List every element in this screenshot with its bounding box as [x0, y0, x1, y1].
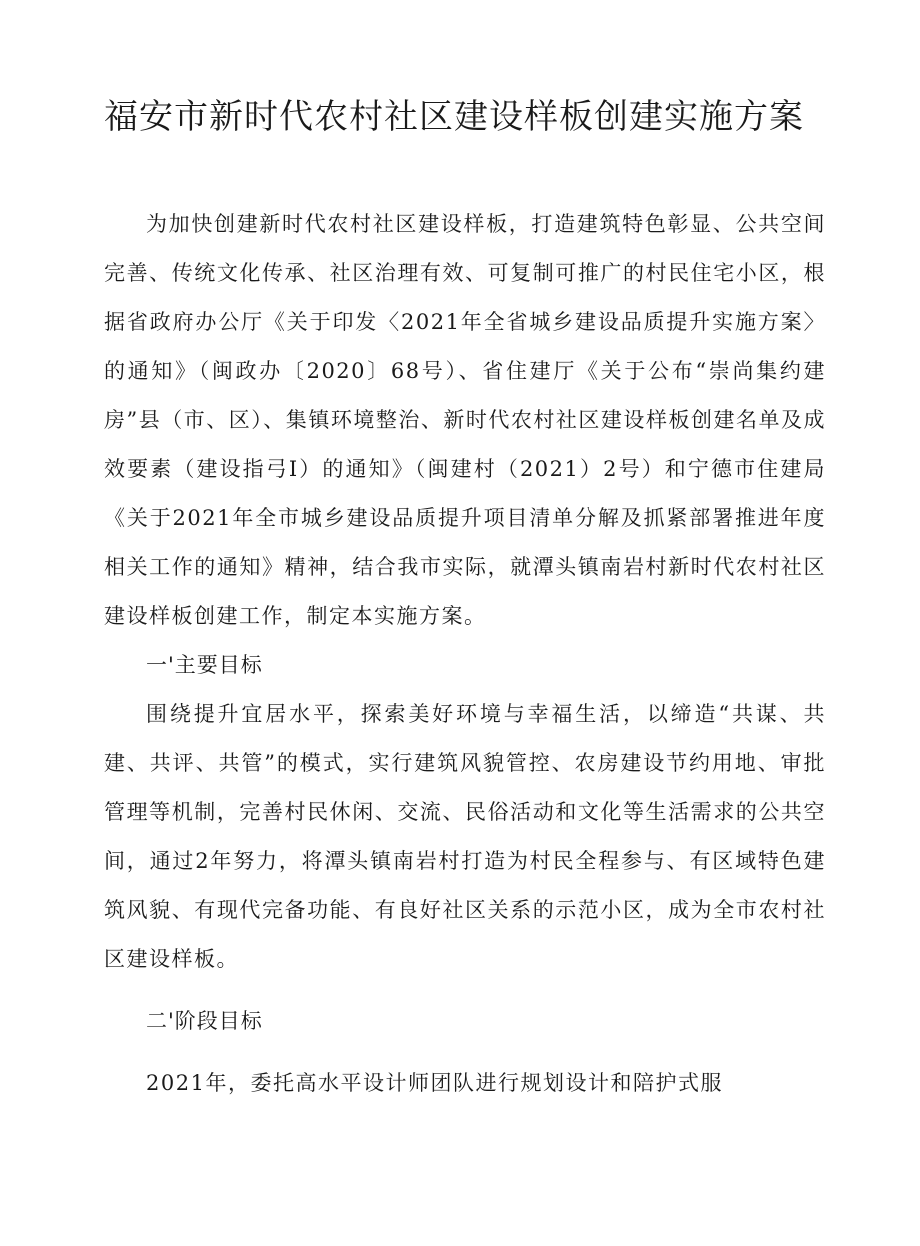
document-title: 福安市新时代农村社区建设样板创建实施方案 — [104, 97, 804, 137]
intro-paragraph: 为加快创建新时代农村社区建设样板，打造建筑特色彰显、公共空间完善、传统文化传承、社区治理有效、可复制可推广的村民住宅小区，根据省政府办公厅《关于印发〈2021年全省城乡建设品质提升实施方案〉的通知》（闽政办〔2020〕68号）、省住建厅《关于公布“崇尚集约建房”县（市、区）、集镇环境整治、新时代农村社区建设样板创建名单及成效要素（建设指弓I）的通知》（闽建村（2021）2号）和宁德市住建局《关于2021年全市城乡建设品质提升项目清单分解及抓紧部署推进年度相关工作的通知》精神，结合我市实际，就潭头镇南岩村新时代农村社区建设样板创建工作，制定本实施方案。 — [104, 212, 826, 628]
section-heading-main-goals: 一'主要目标 — [146, 653, 263, 677]
section-paragraph-main-goals: 围绕提升宜居水平，探索美好环境与幸福生活，以缔造“共谋、共建、共评、共管”的模式，实行建筑风貌管控、农房建设节约用地、审批管理等机制，完善村民休闲、交流、民俗活动和文化等生活需求的公共空间，通过2年努力，将潭头镇南岩村打造为村民全程参与、有区域特色建筑风貌、有现代完备功能、有良好社区关系的示范小区，成为全市农村社区建设样板。 — [104, 702, 826, 971]
section-paragraph-stage-goals: 2021年，委托高水平设计师团队进行规划设计和陪护式服 — [146, 1071, 723, 1095]
document-body — [104, 200, 826, 1108]
section-heading-stage-goals: 二'阶段目标 — [146, 1009, 263, 1033]
